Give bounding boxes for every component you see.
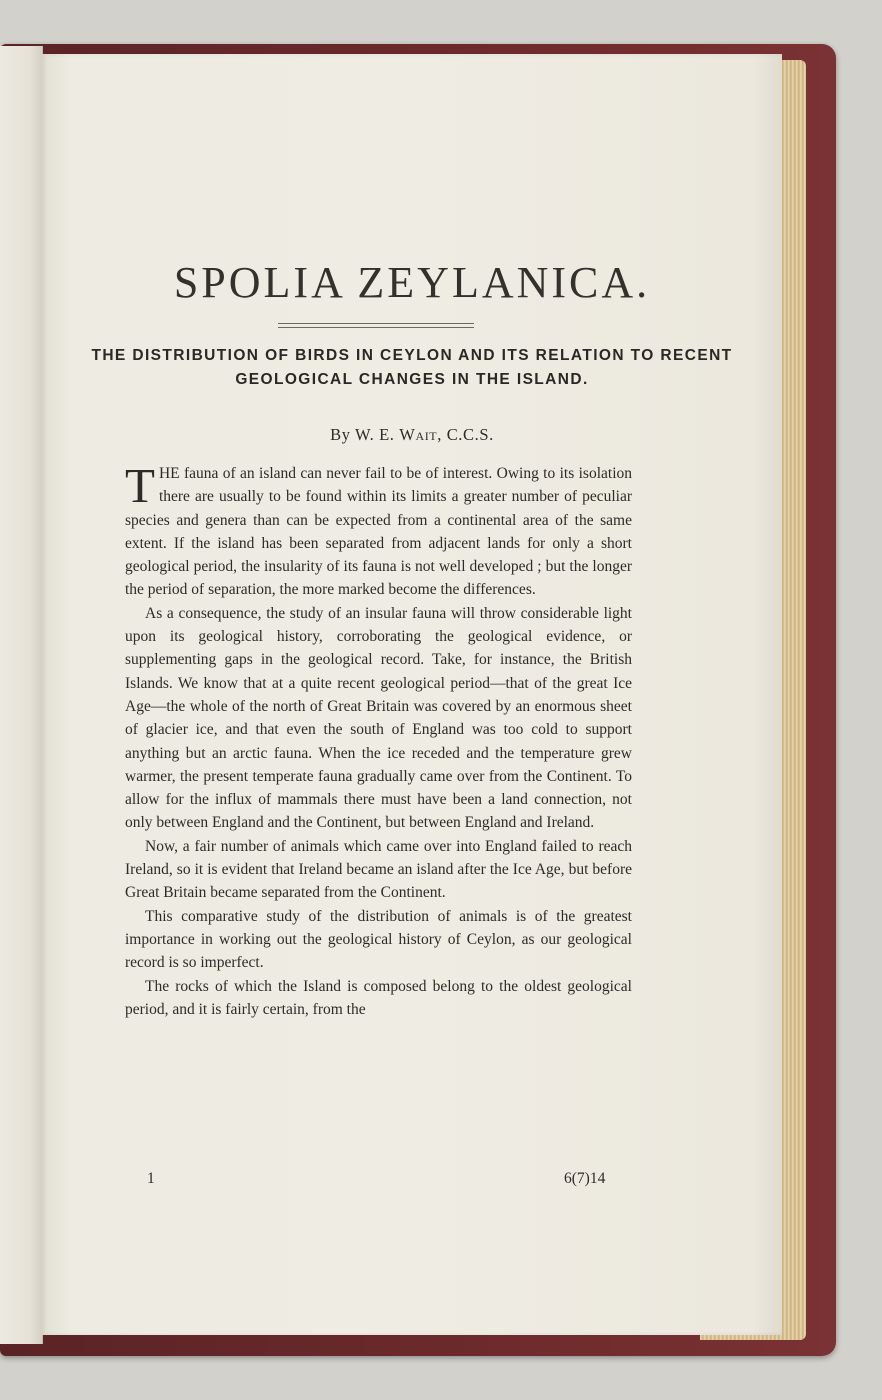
paragraph-4: This comparative study of the distribution of animals is of the greatest importance in working out the geological history of Ceylon, as our geological record is so imperfect. <box>125 907 632 972</box>
paragraph-5: The rocks of which the Island is composed belong to the oldest geological period, and it is fairly certain, from the <box>125 977 632 1018</box>
book-page <box>42 54 782 1335</box>
left-page-edge <box>0 46 43 1344</box>
paragraph-3: Now, a fair number of animals which came over into England failed to reach Ireland, so it is evident that Ireland became an island after the Ice Age, but before Great Britain became separated from the Continent. <box>125 837 632 902</box>
signature-mark: 6(7)14 <box>564 1170 606 1187</box>
paragraph-2: As a consequence, the study of an insular fauna will throw considerable light upon its geological history, corroborating the geological evidence, or supplementing gaps in the geological record. Take, for instance, the British Islands. We know that at a quite recent geological period—that of the great Ice Age—the whole of the north of Great Britain was covered by an enormous sheet of glacier ice, and that even the south of England was too cold to support anything but an arctic fauna. When the ice receded and the temperature grew warmer, the present temperate fauna gradually came over from the Continent. To allow for the influx of mammals there must have been a land connection, not only between England and the Continent, but between England and Ireland. <box>125 604 632 832</box>
page-number: 1 <box>147 1170 155 1187</box>
byline-surname: Wait, <box>399 425 442 444</box>
article-title: THE DISTRIBUTION OF BIRDS IN CEYLON AND ITS RELATION TO RECENT GEOLOGICAL CHANGES IN THE ISLAND. <box>91 347 733 388</box>
title-rule <box>278 323 474 328</box>
journal-title: SPOLIA ZEYLANICA. <box>173 258 651 307</box>
byline-initials: W. E. <box>355 425 395 444</box>
paragraph-text: HE fauna of an island can never fail to be of interest. Owing to its isolation there are usually to be found within its limits a greater number of peculiar species and genera than can be expected from a continental area of the same extent. If the island has been separated from adjacent lands for only a short geological period, the insularity of its fauna is not well developed ; but the longer the period of separation, the more marked become the differences. <box>125 465 632 599</box>
article-body <box>125 458 632 1021</box>
byline-prefix: By <box>330 425 351 444</box>
paragraph-1 <box>125 458 632 602</box>
byline <box>42 425 782 445</box>
byline-suffix: C.C.S. <box>446 425 494 444</box>
drop-cap: T <box>125 458 155 513</box>
